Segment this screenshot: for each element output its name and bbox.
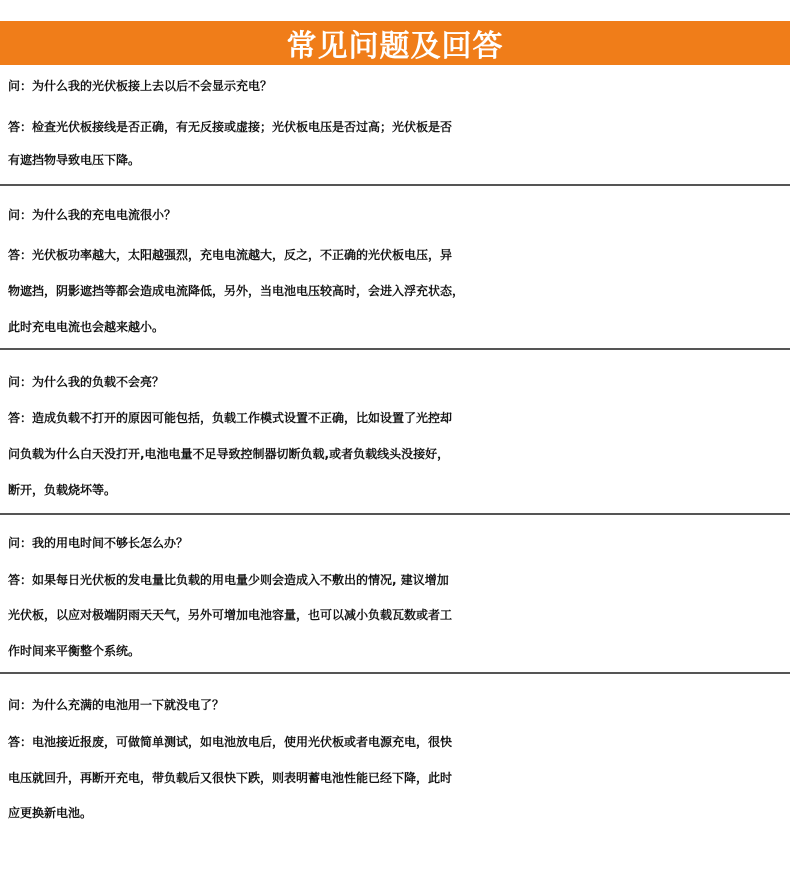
faq-2-answer-line-2: 物遮挡，阴影遮挡等都会造成电流降低，另外，当电池电压较高时，会进入浮充状态， xyxy=(8,284,465,298)
faq-5-answer-line-3: 应更换新电池。 xyxy=(8,806,93,820)
faq-1-answer-line-2: 有遮挡物导致电压下降。 xyxy=(8,153,141,167)
faq-5-question: 问：为什么充满的电池用一下就没电了？ xyxy=(8,698,225,712)
divider xyxy=(0,348,790,350)
faq-2-answer-line-1: 答：光伏板功率越大，太阳越强烈，充电电流越大，反之，不正确的光伏板电压，异 xyxy=(8,248,453,262)
faq-2-answer-line-3: 此时充电电流也会越来越小。 xyxy=(8,320,165,334)
divider xyxy=(0,513,790,515)
faq-4-answer-line-1: 答：如果每日光伏板的发电量比负载的用电量少则会造成入不敷出的情况, 建议增加 xyxy=(8,573,449,587)
faq-1-question: 问：为什么我的光伏板接上去以后不会显示充电？ xyxy=(8,79,273,93)
faq-4-answer-line-3: 作时间来平衡整个系统。 xyxy=(8,644,141,658)
faq-3-answer-line-1: 答：造成负载不打开的原因可能包括，负载工作模式设置不正确，比如设置了光控却 xyxy=(8,411,453,425)
faq-4-answer-line-2: 光伏板，以应对极端阴雨天天气，另外可增加电池容量，也可以减小负载瓦数或者工 xyxy=(8,608,453,622)
faq-5-answer-line-1: 答：电池接近报废，可做简单测试，如电池放电后，使用光伏板或者电源充电，很快 xyxy=(8,735,453,749)
faq-4-question: 问：我的用电时间不够长怎么办？ xyxy=(8,536,189,550)
faq-3-answer-line-2: 问负载为什么白天没打开,电池电量不足导致控制器切断负载,或者负载线头没接好， xyxy=(8,447,450,461)
faq-1-answer-line-1: 答：检查光伏板接线是否正确，有无反接或虚接；光伏板电压是否过高；光伏板是否 xyxy=(8,120,453,134)
faq-5-answer-line-2: 电压就回升，再断开充电，带负载后又很快下跌，则表明蓄电池性能已经下降，此时 xyxy=(8,771,453,785)
faq-3-question: 问：为什么我的负载不会亮？ xyxy=(8,375,165,389)
faq-2-question: 问：为什么我的充电电流很小？ xyxy=(8,208,177,222)
faq-3-answer-line-3: 断开，负载烧坏等。 xyxy=(8,483,117,497)
divider xyxy=(0,184,790,186)
header-banner xyxy=(0,21,790,65)
page-title: 常见问题及回答 xyxy=(286,29,504,64)
divider xyxy=(0,672,790,674)
